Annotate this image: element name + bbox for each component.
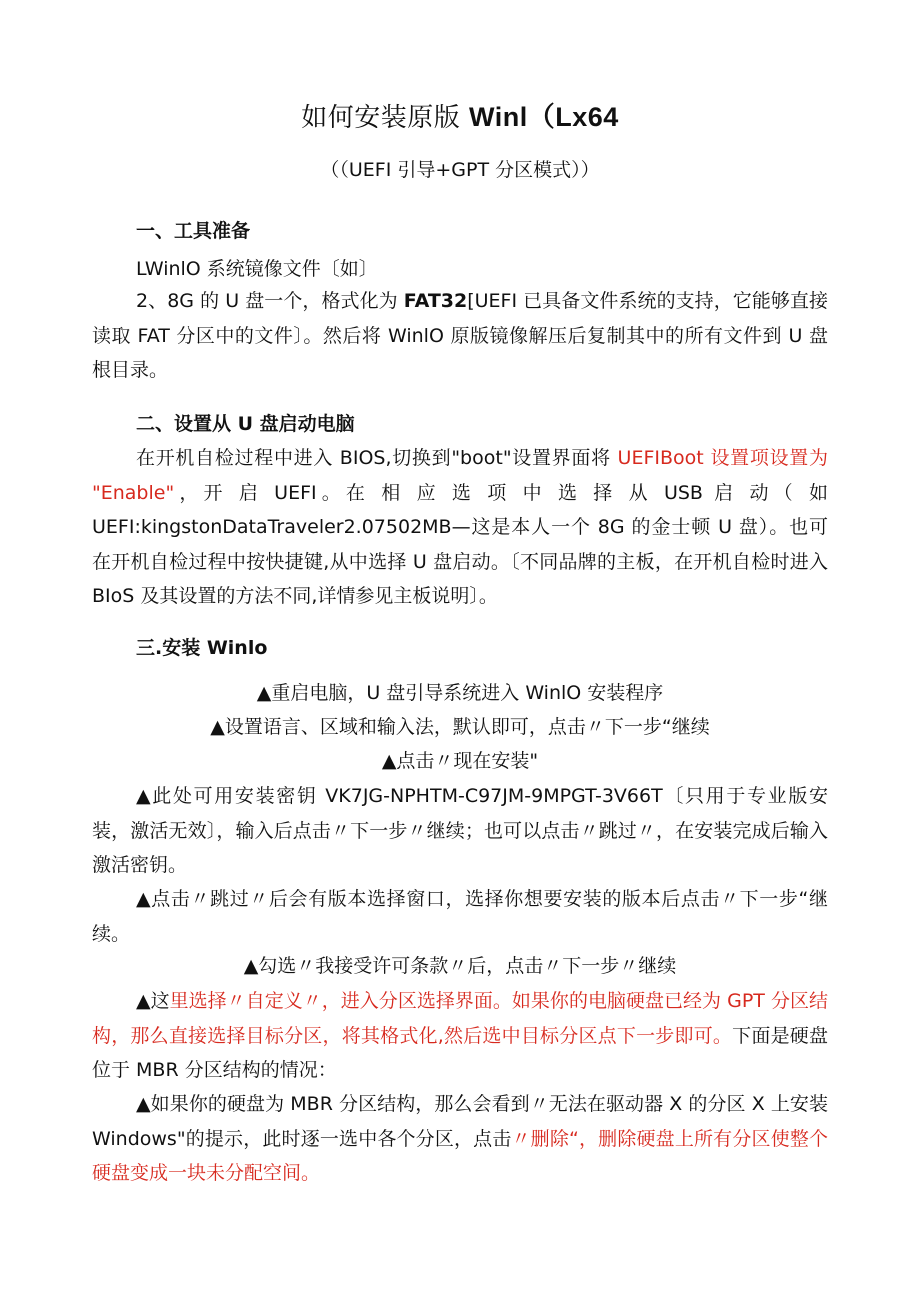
page-title: 如何安装原版 Winl（Lx64 [301, 102, 619, 133]
paragraph-bios-settings: 在开机自检过程中进入 BIOS,切换到"boot"设置界面将 UEFIBoot 设置项设置为 "Enable"，开 启 UEFI。在 相 应 选 项 中 选 择 从 USB 启 动（ 如 UEFI:kingstonDataTraveler2.07502MB—这是本人一个 8G 的金士顿 U 盘）。也可在开机自检过程中按快捷键,从中选择 U 盘启动。〔不同品牌的主板，在开机自检时进入 BIoS 及其设置的方法不同,详情参见主板说明〕。 [92, 447, 828, 608]
step-custom-partition: ▲这里选择〃自定义〃，进入分区选择界面。如果你的电脑硬盘已经为 GPT 分区结构，那么直接选择目标分区，将其格式化,然后选中目标分区点下一步即可。下面是硬盘位于 MBR 分区结构的情况： [92, 990, 828, 1082]
step-product-key: ▲此处可用安装密钥 VK7JG-NPHTM-C97JM-9MPGT-3V66T〔只用于专业版安装，激活无效〕，输入后点击〃下一步〃继续；也可以点击〃跳过〃，在安装完成后输入激活密钥。 [92, 785, 828, 877]
step-edition: ▲点击〃跳过〃后会有版本选择窗口，选择你想要安装的版本后点击〃下一步“继续。 [92, 888, 828, 945]
paragraph-item-1: LWinlO 系统镜像文件〔如〕 [136, 258, 378, 280]
step-restart: ▲重启电脑，U 盘引导系统进入 WinlO 安装程序 [256, 682, 664, 704]
step-language: ▲设置语言、区域和输入法，默认即可，点击〃下一步“继续 [210, 716, 710, 738]
step-install-now: ▲点击〃现在安装" [381, 750, 539, 772]
section-heading-install: 三.安装 Winlo [136, 637, 268, 659]
step-license: ▲勾选〃我接受许可条款〃后，点击〃下一步〃继续 [243, 955, 677, 977]
highlight-gpt-partition: 里选择〃自定义〃，进入分区选择界面。如果你的电脑硬盘已经为 GPT 分区结构，那么直接选择目标分区，将其格式化,然后选中目标分区点下一步即可。 [92, 990, 828, 1047]
step-mbr-delete: ▲如果你的硬盘为 MBR 分区结构，那么会看到〃无法在驱动器 X 的分区 X 上安装 Windows"的提示，此时逐一选中各个分区，点击〃删除“，删除硬盘上所有分区使整个硬盘变成一块未分配空间。 [92, 1093, 828, 1185]
section-heading-tools: 一、工具准备 [136, 220, 251, 242]
paragraph-item-2: 2、8G 的 U 盘一个，格式化为 FAT32[UEFI 已具备文件系统的支持，它能够直接读取 FAT 分区中的文件〕。然后将 WinlO 原版镜像解压后复制其中的所有文件到 U 盘根目录。 [92, 290, 829, 382]
highlight-uefi-enable: UEFIBoot 设置项设置为 "Enable" [92, 447, 828, 504]
page-subtitle: （（UEFI 引导+GPT 分区模式）） [320, 159, 600, 181]
section-heading-usb-boot: 二、设置从 U 盘启动电脑 [136, 413, 355, 435]
highlight-delete-partitions: 〃删除“，删除硬盘上所有分区使整个硬盘变成一块未分配空间。 [92, 1127, 828, 1185]
